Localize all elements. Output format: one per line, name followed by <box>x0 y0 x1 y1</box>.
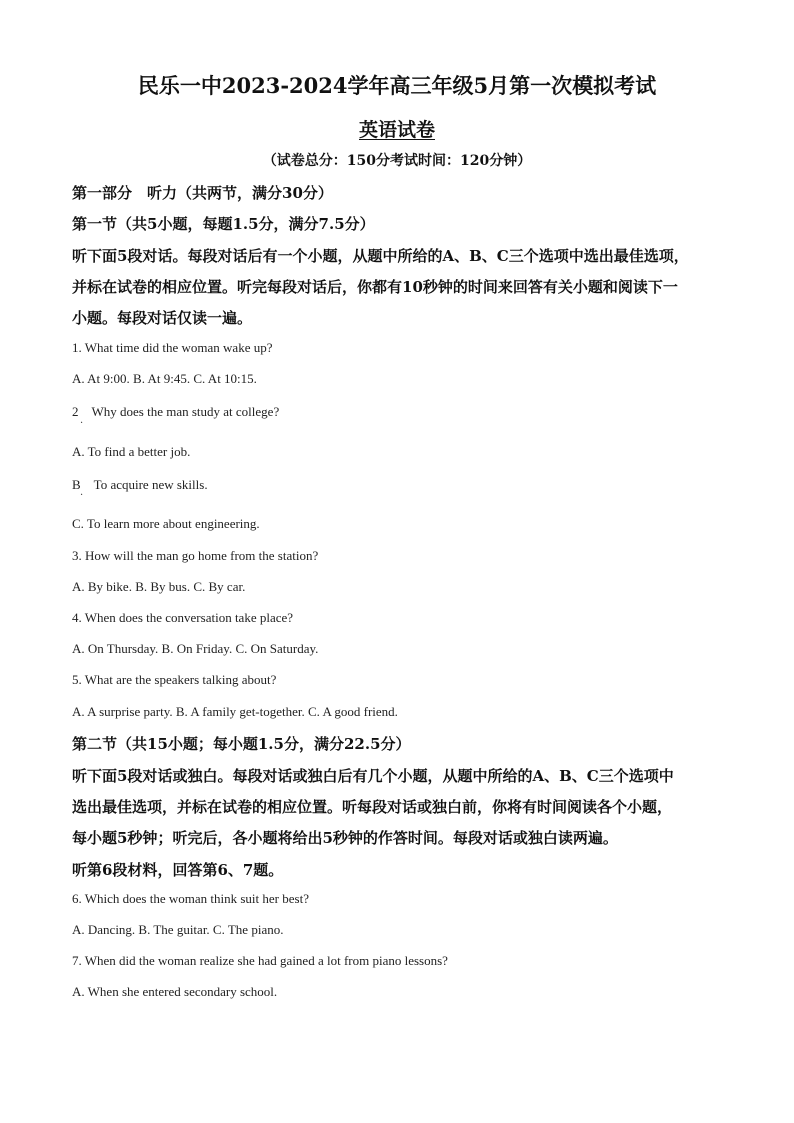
question-7: 7. When did the woman realize she had gained a lot from piano lessons? <box>72 953 448 968</box>
question-5: 5. What are the speakers talking about? <box>72 672 277 687</box>
exam-subject <box>0 115 794 142</box>
question-6-options: A. Dancing. B. The guitar. C. The piano. <box>72 922 284 937</box>
question-1: 1. What time did the woman wake up? <box>72 340 273 355</box>
question-3: 3. How will the man go home from the station? <box>72 548 319 563</box>
section2-instruction-line-2: 选出最佳选项，并标在试卷的相应位置。听每段对话或独白前，你将有时间阅读各个小题， <box>72 798 673 816</box>
question-4-options: A. On Thursday. B. On Friday. C. On Saturday. <box>72 641 319 656</box>
question-4: 4. When does the conversation take place? <box>72 610 294 625</box>
score-note: （试卷总分：150分考试时间：120分钟） <box>262 153 532 169</box>
question-7-option-a: A. When she entered secondary school. <box>72 984 278 999</box>
question-3-options: A. By bike. B. By bus. C. By car. <box>72 579 246 594</box>
section1-instruction-line-1: 听下面5段对话。每段对话后有一个小题，从题中所给的A、B、C三个选项中选出最佳选项， <box>72 247 689 265</box>
section2-instruction-line-1: 听下面5段对话或独白。每段对话或独白后有几个小题，从题中所给的A、B、C三个选项中 <box>72 767 674 785</box>
section2-heading: 第二节（共15小题；每小题1.5分，满分22.5分） <box>72 735 411 753</box>
exam-title: 民乐一中2023-2024学年高三年级5月第一次模拟考试 <box>137 73 657 98</box>
section1-instruction-line-2: 并标在试卷的相应位置。听完每段对话后，你都有10秒钟的时间来回答有关小题和阅读下一 <box>72 278 678 296</box>
stray-dot-mark: · <box>80 418 84 429</box>
part1-heading: 第一部分 听力（共两节，满分30分） <box>72 184 333 202</box>
question-1-options: A. At 9:00. B. At 9:45. C. At 10:15. <box>72 371 257 386</box>
section1-heading: 第一节（共5小题，每题1.5分，满分7.5分） <box>72 215 375 233</box>
question-2-option-c: C. To learn more about engineering. <box>72 516 260 531</box>
section2-instruction-line-3: 每小题5秒钟；听完后，各小题将给出5秒钟的作答时间。每段对话或独白读两遍。 <box>72 829 618 847</box>
exam-subject-text: 英语试卷 <box>358 119 435 141</box>
stray-dot-mark: · <box>80 490 84 501</box>
question-5-options: A. A surprise party. B. A family get-together. C. A good friend. <box>72 704 398 719</box>
section1-instruction-line-3: 小题。每段对话仅读一遍。 <box>72 309 253 327</box>
material-intro: 听第6段材料，回答第6、7题。 <box>72 861 284 879</box>
question-6: 6. Which does the woman think suit her best? <box>72 891 309 906</box>
question-2-option-b: B To acquire new skills. <box>72 477 208 492</box>
question-2-option-a: A. To find a better job. <box>72 444 191 459</box>
question-2: 2 Why does the man study at college? <box>72 404 280 419</box>
